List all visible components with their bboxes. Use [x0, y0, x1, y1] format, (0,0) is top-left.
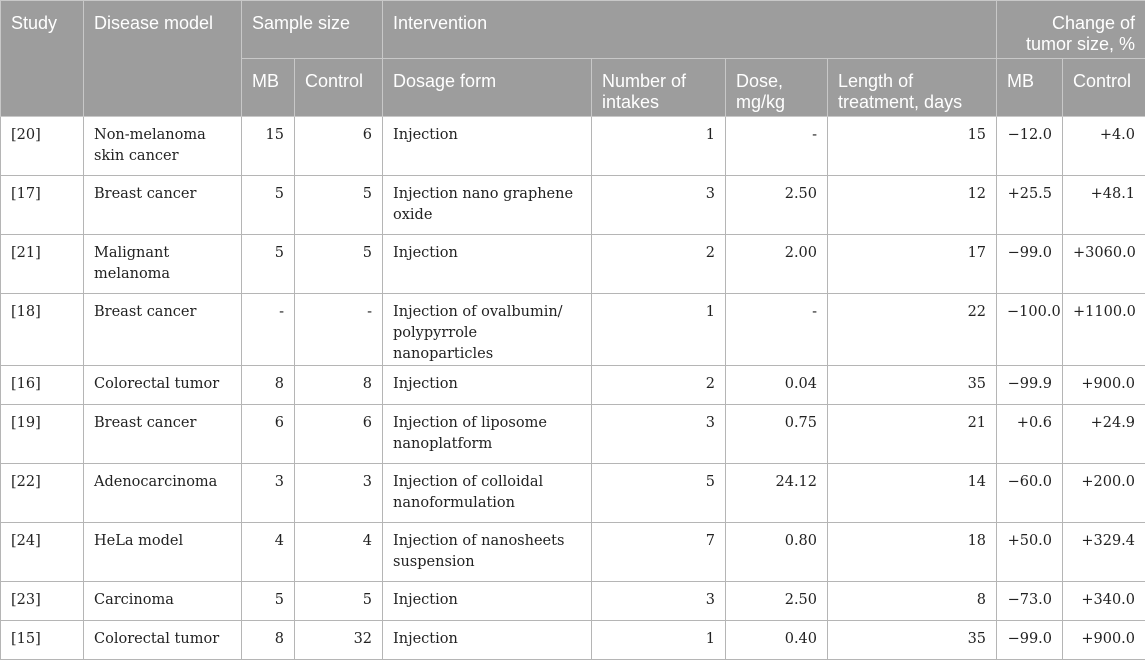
cell-dosage-form: Injection of liposome nanoplatform	[383, 405, 592, 464]
cell-change-mb: −99.9	[997, 366, 1063, 405]
cell-dose: 0.75	[726, 405, 828, 464]
cell-dosage-form: Injection of nanosheets suspension	[383, 523, 592, 582]
cell-dosage-form: Injection of ovalbumin/ polypyrrole nanoparticles	[383, 294, 592, 366]
cell-length: 15	[828, 117, 997, 176]
cell-disease-model: Breast cancer	[84, 405, 242, 464]
cell-length: 8	[828, 582, 997, 621]
cell-change-control: +200.0	[1063, 464, 1145, 523]
cell-change-mb: −99.0	[997, 621, 1063, 660]
cell-sample-mb: -	[242, 294, 295, 366]
cell-study: [24]	[1, 523, 84, 582]
cell-sample-mb: 4	[242, 523, 295, 582]
cell-change-control: +3060.0	[1063, 235, 1145, 294]
cell-sample-mb: 6	[242, 405, 295, 464]
cell-dosage-form: Injection	[383, 582, 592, 621]
cell-dose: 2.50	[726, 176, 828, 235]
cell-number-of-intakes: 2	[592, 235, 726, 294]
cell-disease-model: Non-melanoma skin cancer	[84, 117, 242, 176]
cell-length: 35	[828, 366, 997, 405]
table-row	[1, 294, 1145, 366]
cell-number-of-intakes: 3	[592, 405, 726, 464]
cell-length: 18	[828, 523, 997, 582]
cell-number-of-intakes: 1	[592, 294, 726, 366]
cell-study: [20]	[1, 117, 84, 176]
cell-sample-mb: 8	[242, 621, 295, 660]
cell-length: 14	[828, 464, 997, 523]
cell-sample-mb: 8	[242, 366, 295, 405]
header-sample-control: Control	[295, 59, 383, 117]
cell-sample-control: 5	[295, 235, 383, 294]
cell-length: 22	[828, 294, 997, 366]
table-row	[1, 176, 1145, 235]
table-row	[1, 523, 1145, 582]
cell-number-of-intakes: 2	[592, 366, 726, 405]
header-sample-mb: MB	[242, 59, 295, 117]
cell-number-of-intakes: 1	[592, 621, 726, 660]
cell-study: [19]	[1, 405, 84, 464]
cell-sample-mb: 5	[242, 176, 295, 235]
cell-length: 17	[828, 235, 997, 294]
cell-study: [15]	[1, 621, 84, 660]
table-row	[1, 366, 1145, 405]
header-disease-model: Disease model	[84, 1, 242, 117]
cell-study: [16]	[1, 366, 84, 405]
cell-change-mb: +0.6	[997, 405, 1063, 464]
cell-change-mb: +50.0	[997, 523, 1063, 582]
cell-disease-model: Breast cancer	[84, 176, 242, 235]
cell-change-mb: +25.5	[997, 176, 1063, 235]
cell-length: 21	[828, 405, 997, 464]
header-study: Study	[1, 1, 84, 117]
cell-dosage-form: Injection	[383, 235, 592, 294]
header-number-of-intakes: Number of intakes	[592, 59, 726, 117]
table-row	[1, 117, 1145, 176]
cell-sample-mb: 5	[242, 582, 295, 621]
cell-sample-control: 6	[295, 405, 383, 464]
header-dosage-form: Dosage form	[383, 59, 592, 117]
cell-dosage-form: Injection	[383, 117, 592, 176]
cell-sample-control: 6	[295, 117, 383, 176]
cell-change-control: +900.0	[1063, 621, 1145, 660]
table-row	[1, 235, 1145, 294]
cell-length: 12	[828, 176, 997, 235]
cell-dose: 2.50	[726, 582, 828, 621]
cell-sample-control: 8	[295, 366, 383, 405]
cell-sample-control: -	[295, 294, 383, 366]
cell-disease-model: HeLa model	[84, 523, 242, 582]
cell-change-control: +900.0	[1063, 366, 1145, 405]
cell-study: [22]	[1, 464, 84, 523]
cell-study: [17]	[1, 176, 84, 235]
cell-sample-mb: 15	[242, 117, 295, 176]
cell-dose: 2.00	[726, 235, 828, 294]
cell-change-mb: −73.0	[997, 582, 1063, 621]
cell-number-of-intakes: 5	[592, 464, 726, 523]
cell-sample-control: 4	[295, 523, 383, 582]
cell-sample-control: 3	[295, 464, 383, 523]
header-change-mb: MB	[997, 59, 1063, 117]
table-row	[1, 405, 1145, 464]
cell-change-control: +24.9	[1063, 405, 1145, 464]
cell-disease-model: Colorectal tumor	[84, 366, 242, 405]
cell-dosage-form: Injection	[383, 621, 592, 660]
cell-change-mb: −60.0	[997, 464, 1063, 523]
cell-dose: 0.40	[726, 621, 828, 660]
header-change-of-tumor-size: Change of tumor size, %	[997, 1, 1145, 59]
cell-number-of-intakes: 3	[592, 582, 726, 621]
table-row	[1, 621, 1145, 660]
cell-dosage-form: Injection nano graphene oxide	[383, 176, 592, 235]
cell-study: [21]	[1, 235, 84, 294]
cell-dose: -	[726, 117, 828, 176]
cell-dose: 0.80	[726, 523, 828, 582]
cell-dose: -	[726, 294, 828, 366]
cell-disease-model: Colorectal tumor	[84, 621, 242, 660]
header-sample-size: Sample size	[242, 1, 383, 59]
cell-sample-control: 5	[295, 176, 383, 235]
table-row	[1, 582, 1145, 621]
cell-change-control: +1100.0	[1063, 294, 1145, 366]
cell-disease-model: Carcinoma	[84, 582, 242, 621]
cell-change-control: +329.4	[1063, 523, 1145, 582]
table-row	[1, 464, 1145, 523]
cell-study: [23]	[1, 582, 84, 621]
cell-dosage-form: Injection of colloidal nanoformulation	[383, 464, 592, 523]
header-change-control: Control	[1063, 59, 1145, 117]
cell-change-mb: −100.0	[997, 294, 1063, 366]
cell-sample-control: 5	[295, 582, 383, 621]
cell-change-control: +48.1	[1063, 176, 1145, 235]
header-dose: Dose, mg/kg	[726, 59, 828, 117]
cell-dose: 24.12	[726, 464, 828, 523]
cell-sample-mb: 5	[242, 235, 295, 294]
cell-dosage-form: Injection	[383, 366, 592, 405]
cell-disease-model: Adenocarcinoma	[84, 464, 242, 523]
cell-change-mb: −99.0	[997, 235, 1063, 294]
cell-disease-model: Breast cancer	[84, 294, 242, 366]
cell-number-of-intakes: 7	[592, 523, 726, 582]
cell-dose: 0.04	[726, 366, 828, 405]
cell-disease-model: Malignant melanoma	[84, 235, 242, 294]
cell-change-control: +4.0	[1063, 117, 1145, 176]
cell-number-of-intakes: 1	[592, 117, 726, 176]
header-intervention: Intervention	[383, 1, 997, 59]
cell-sample-control: 32	[295, 621, 383, 660]
cell-sample-mb: 3	[242, 464, 295, 523]
cell-study: [18]	[1, 294, 84, 366]
cell-change-mb: −12.0	[997, 117, 1063, 176]
cell-length: 35	[828, 621, 997, 660]
header-length-of-treatment: Length of treatment, days	[828, 59, 997, 117]
cell-number-of-intakes: 3	[592, 176, 726, 235]
cell-change-control: +340.0	[1063, 582, 1145, 621]
